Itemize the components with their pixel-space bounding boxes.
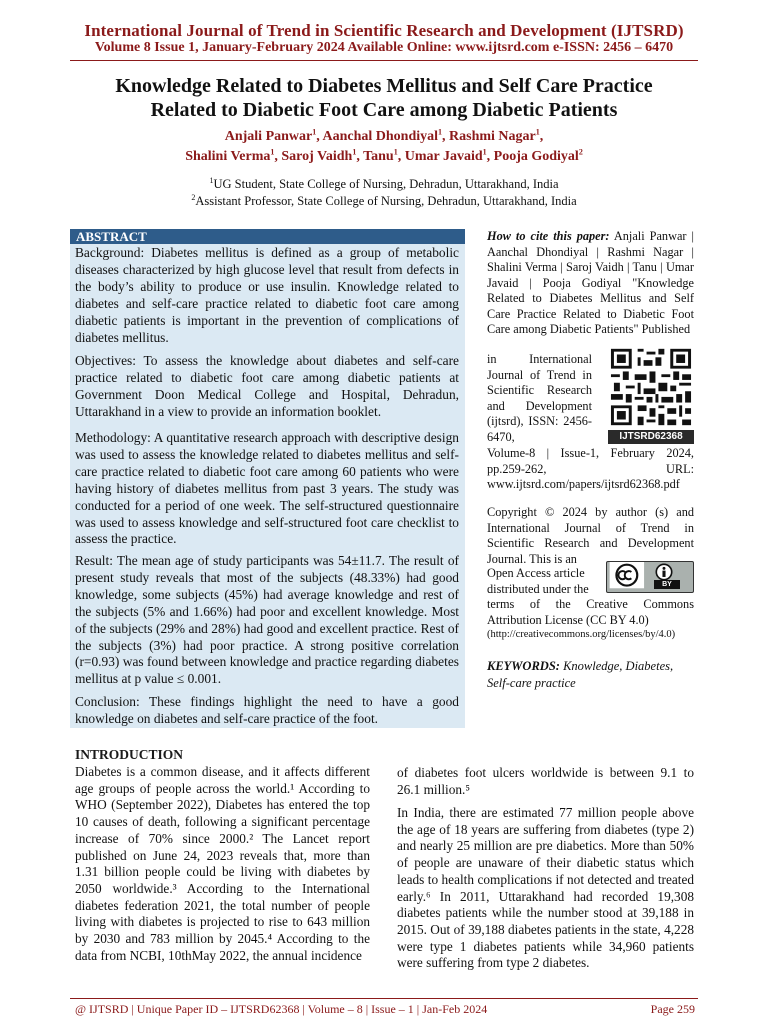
author: Umar Javaid <box>404 149 483 164</box>
copyright-open-access-text: Open Access article distributed under the <box>487 566 589 596</box>
affiliation-2 <box>40 193 728 210</box>
abstract-heading: ABSTRACT <box>70 229 465 244</box>
copyright-license-text: terms of the Creative Commons Attribution License (CC BY 4.0) <box>487 597 694 627</box>
page-number: Page 259 <box>650 1002 695 1016</box>
abstract-conclusion: Conclusion: These findings highlight the need to have a good knowledge on diabetes and self-care practice of the foot. <box>75 694 459 726</box>
introduction-heading: INTRODUCTION <box>75 747 184 762</box>
author-affiliation-mark: 2 <box>578 147 583 157</box>
author-affiliation-mark: 1 <box>482 147 487 157</box>
citation-volume-text: Volume-8 | Issue-1, February 2024, pp.259-262, URL: www.ijtsrd.com/papers/ijtsrd62368.pdf <box>487 446 694 491</box>
author-separator: , <box>274 149 282 164</box>
qr-code-label: IJTSRD62368 <box>608 430 694 444</box>
author-affiliation-mark: 1 <box>535 127 540 137</box>
author-affiliation-mark: 1 <box>393 147 398 157</box>
keywords-text: Knowledge, Diabetes, Self-care practice <box>487 659 674 690</box>
citation-block <box>487 229 694 338</box>
author-affiliation-mark: 1 <box>352 147 357 157</box>
footer-divider <box>70 998 698 999</box>
author-separator: , <box>356 149 364 164</box>
author-separator: , <box>316 129 323 144</box>
author: Anjali Panwar <box>224 129 313 144</box>
author-separator: , <box>486 149 494 164</box>
author-separator: , <box>397 149 405 164</box>
journal-volume-info: Volume 8 Issue 1, January-February 2024 Available Online: www.ijtsrd.com e-ISSN: 2456 – 6470 <box>94 40 674 55</box>
affiliations <box>40 176 728 210</box>
author-affiliation-mark: 1 <box>270 147 275 157</box>
abstract-objectives: Objectives: To assess the knowledge about diabetes and self-care practice related to diabetic foot care among diabetic patients at Government Doon Medical College and Hospital, Dehradun, Uttarakhand in a view to provide an information booklet. <box>75 353 459 419</box>
author-separator: , <box>442 129 450 144</box>
abstract-background: Background: Diabetes mellitus is defined as a group of metabolic diseases characterized by high glucose level that result from defects in the body’s ability to produce or use insulin. Knowledge related to diabetes and self-care practice related to diabetic foot care among diabetic patients is important in the prevention of complications of diabetes mellitus. <box>75 245 459 345</box>
author: Shalini Verma <box>185 149 271 164</box>
footer-text: @ IJTSRD | Unique Paper ID – IJTSRD62368 | Volume – 8 | Issue – 1 | Jan-Feb 2024 <box>75 1002 488 1016</box>
cc-by-text: BY <box>654 580 680 589</box>
paper-title-line-1: Knowledge Related to Diabetes Mellitus and Self Care Practice <box>115 75 653 97</box>
header-divider <box>70 60 698 61</box>
author-separator: , <box>539 129 544 144</box>
author-affiliation-mark: 1 <box>312 127 317 137</box>
author-line-2 <box>40 147 728 167</box>
paper-title-line-2: Related to Diabetic Foot Care among Diabetic Patients <box>150 99 618 121</box>
page-footer <box>75 1002 695 1017</box>
qr-code-icon <box>608 346 694 428</box>
keywords-label: KEYWORDS: <box>487 659 560 673</box>
author-list <box>40 127 728 167</box>
introduction-column-1: Diabetes is a common disease, and it affects different age groups of people across the world.¹ According to WHO (September 2022), Diabetes has entered the top 10 causes of death, following a significant percentage increase of 70% since 2000.² The Lancet report published on June 24, 2023 reveals that, more than 1.31 billion people could be living with diabetes by 2050 worldwide.³ According to the International diabetes federation 2021, the total number of people living with diabetes is projected to rise to 643 million by 2030 and 783 million by 2045.⁴ According to the data from NCBI, 10thMay 2022, the annual incidence <box>75 764 370 963</box>
affiliation-number: 2 <box>191 192 196 202</box>
affiliation-1 <box>40 176 728 193</box>
abstract-methodology: Methodology: A quantitative research approach with descriptive design was used to assess the knowledge related to diabetes mellitus and self-care practice related to diabetic foot care among 60 patients who were having history of diabetes mellitus from past 3 years. The study was conducted for a period of one week. The self-structured questionnaire was used to assess knowledge and self-structured foot care checklist to assess the practice. <box>75 430 459 547</box>
paper-title <box>40 74 728 122</box>
citation-text: Anjali Panwar | Aanchal Dhondiyal | Rashmi Nagar | Shalini Verma | Saroj Vaidh | Tanu | Umar Javaid | Pooja Godiyal "Knowledge Related to Diabetes Mellitus and Self Care Practice Related to Diabetic Foot Care among Diabetic Patients" Published <box>487 229 694 336</box>
affiliation-text: UG Student, State College of Nursing, Dehradun, Uttarakhand, India <box>213 177 559 191</box>
author-line-1 <box>40 127 728 147</box>
author-affiliation-mark: 1 <box>438 127 443 137</box>
copyright-text: Copyright © 2024 by author (s) and International Journal of Trend in Scientific Research and Development Journal. This is an <box>487 505 694 566</box>
journal-title: International Journal of Trend in Scientific Research and Development (IJTSRD) <box>84 21 684 40</box>
author: Saroj Vaidh <box>281 149 353 164</box>
cc-by-license-badge[interactable] <box>606 561 694 593</box>
abstract-result: Result: The mean age of study participants was 54±11.7. The result of present study reveals that most of the subjects (48.33%) had good knowledge, some subjects (45%) had average knowledge and rest of the subjects (5% and 1.66%) had poor and excellent knowledge. Most of the subjects (29% and 28%) had good and excellent practice. Rest of the subjects (3%) had poor practice. A strong positive correlation (r=0.93) was found between knowledge and practice regarding diabetes mellitus at p value ≤ 0.001. <box>75 553 459 687</box>
introduction-column-2-paragraph-2: In India, there are estimated 77 million people above the age of 18 years are suffering from diabetes (type 2) and nearly 25 million are pre diabetics. More than 50% of people are unaware of their diabetic status which leads to health complications if not detected and treated early.⁶ In 2011, Uttarakhand had recorded 19,308 diabetes patients while the number stood at 39,188 in 2015. Out of 39,188 diabetes patients in the state, 4,228 were type 1 diabetes patients while 34,960 patients were suffering from type 2 diabetes. <box>397 805 694 971</box>
citation-journal-text: in International Journal of Trend in Scientific Research and Development (ijtsrd), ISSN: 2456-6470, <box>487 352 592 444</box>
license-url[interactable]: (http://creativecommons.org/licenses/by/4.0) <box>487 629 676 640</box>
affiliation-number: 1 <box>209 175 214 185</box>
affiliation-text: Assistant Professor, State College of Nursing, Dehradun, Uttarakhand, India <box>195 194 577 208</box>
citation-label: How to cite this paper: <box>487 229 610 243</box>
keywords-block <box>487 658 694 691</box>
author: Rashmi Nagar <box>449 129 536 144</box>
author: Pooja Godiyal <box>493 149 579 164</box>
author: Aanchal Dhondiyal <box>322 129 439 144</box>
introduction-column-2-paragraph-1: of diabetes foot ulcers worldwide is between 9.1 to 26.1 million.⁵ <box>397 765 694 797</box>
author: Tanu <box>363 149 394 164</box>
